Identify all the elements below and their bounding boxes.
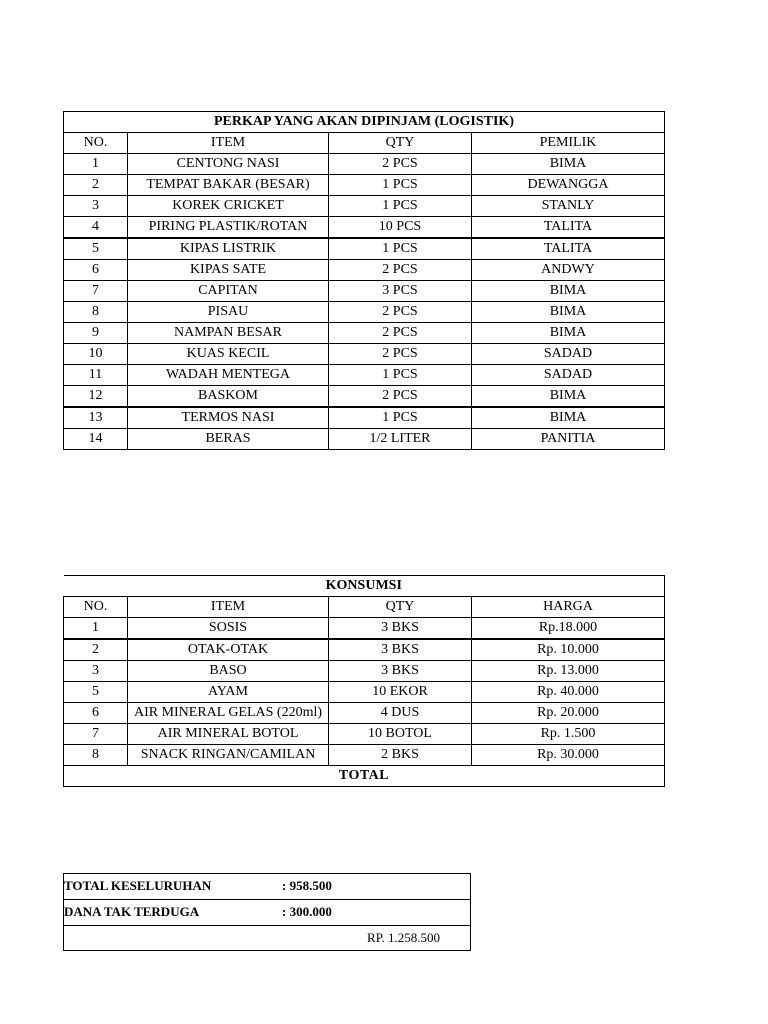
cell-pemilik: BIMA — [472, 281, 665, 302]
konsumsi-body — [64, 576, 665, 787]
cell-item: WADAH MENTEGA — [128, 365, 329, 386]
cell-item: AIR MINERAL BOTOL — [128, 724, 329, 745]
cell-item: SOSIS — [128, 618, 329, 640]
cell-no: 4 — [64, 217, 128, 239]
cell-qty: 1/2 LITER — [329, 429, 472, 450]
table-row — [64, 281, 665, 302]
cell-no: 1 — [64, 154, 128, 175]
cell-item: TEMPAT BAKAR (BESAR) — [128, 175, 329, 196]
cell-no: 13 — [64, 407, 128, 429]
column-header-qty: QTY — [329, 133, 472, 154]
table-row — [64, 703, 665, 724]
table-row — [64, 639, 665, 661]
cell-item: KIPAS LISTRIK — [128, 238, 329, 260]
column-header-item: ITEM — [128, 133, 329, 154]
cell-item: KOREK CRICKET — [128, 196, 329, 217]
summary-grand-row — [64, 926, 471, 951]
table-row — [64, 365, 665, 386]
summary-total-cell — [64, 874, 471, 900]
logistik-header-row — [64, 133, 665, 154]
cell-no: 5 — [64, 682, 128, 703]
konsumsi-header-row — [64, 597, 665, 618]
cell-pemilik: TALITA — [472, 217, 665, 239]
column-header-no: NO. — [64, 133, 128, 154]
grand-total-value: RP. 1.258.500 — [64, 926, 471, 951]
total-label: TOTAL — [64, 766, 665, 787]
cell-pemilik: BIMA — [472, 154, 665, 175]
logistik-body — [64, 112, 665, 450]
cell-harga: Rp. 1.500 — [472, 724, 665, 745]
cell-harga: Rp. 10.000 — [472, 639, 665, 661]
table-row — [64, 618, 665, 640]
cell-qty: 10 EKOR — [329, 682, 472, 703]
cell-no: 12 — [64, 386, 128, 408]
cell-pemilik: DEWANGGA — [472, 175, 665, 196]
cell-no: 14 — [64, 429, 128, 450]
table-row — [64, 407, 665, 429]
summary-total-row — [64, 874, 471, 900]
column-header-harga: HARGA — [472, 597, 665, 618]
cell-item: TERMOS NASI — [128, 407, 329, 429]
table-row — [64, 745, 665, 766]
table-row — [64, 323, 665, 344]
cell-item: BASKOM — [128, 386, 329, 408]
cell-qty: 1 PCS — [329, 175, 472, 196]
cell-item: BERAS — [128, 429, 329, 450]
cell-pemilik: BIMA — [472, 386, 665, 408]
cell-pemilik: ANDWY — [472, 260, 665, 281]
dana-tak-terduga-label: DANA TAK TERDUGA — [64, 904, 200, 919]
cell-pemilik: TALITA — [472, 238, 665, 260]
logistik-title-row — [64, 112, 665, 133]
total-keseluruhan-label: TOTAL KESELURUHAN — [64, 878, 212, 893]
cell-item: PISAU — [128, 302, 329, 323]
cell-item: PIRING PLASTIK/ROTAN — [128, 217, 329, 239]
cell-qty: 3 PCS — [329, 281, 472, 302]
cell-qty: 1 PCS — [329, 365, 472, 386]
cell-qty: 3 BKS — [329, 661, 472, 682]
konsumsi-title-row — [64, 576, 665, 597]
table-row — [64, 724, 665, 745]
cell-pemilik: BIMA — [472, 302, 665, 323]
cell-item: OTAK-OTAK — [128, 639, 329, 661]
cell-qty: 1 PCS — [329, 407, 472, 429]
cell-no: 2 — [64, 175, 128, 196]
cell-item: AIR MINERAL GELAS (220ml) — [128, 703, 329, 724]
summary-table — [63, 873, 471, 951]
cell-qty: 2 PCS — [329, 260, 472, 281]
cell-qty: 2 PCS — [329, 154, 472, 175]
cell-qty: 2 PCS — [329, 344, 472, 365]
cell-no: 8 — [64, 745, 128, 766]
cell-pemilik: PANITIA — [472, 429, 665, 450]
cell-qty: 2 PCS — [329, 386, 472, 408]
cell-harga: Rp. 20.000 — [472, 703, 665, 724]
table-row — [64, 175, 665, 196]
table-row — [64, 661, 665, 682]
logistik-table — [63, 111, 665, 450]
cell-qty: 10 PCS — [329, 217, 472, 239]
total-keseluruhan-value: : 958.500 — [282, 878, 332, 893]
table-row — [64, 386, 665, 408]
cell-item: NAMPAN BESAR — [128, 323, 329, 344]
cell-qty: 2 BKS — [329, 745, 472, 766]
table-row — [64, 260, 665, 281]
cell-harga: Rp. 30.000 — [472, 745, 665, 766]
cell-no: 3 — [64, 196, 128, 217]
cell-no: 6 — [64, 703, 128, 724]
cell-no: 2 — [64, 639, 128, 661]
cell-pemilik: STANLY — [472, 196, 665, 217]
cell-item: KUAS KECIL — [128, 344, 329, 365]
cell-no: 10 — [64, 344, 128, 365]
cell-item: KIPAS SATE — [128, 260, 329, 281]
konsumsi-table — [63, 575, 665, 787]
cell-pemilik: BIMA — [472, 407, 665, 429]
cell-harga: Rp.18.000 — [472, 618, 665, 640]
summary-dana-cell — [64, 900, 471, 926]
summary-dana-row — [64, 900, 471, 926]
cell-no: 3 — [64, 661, 128, 682]
table-row — [64, 238, 665, 260]
cell-item: AYAM — [128, 682, 329, 703]
cell-no: 6 — [64, 260, 128, 281]
column-header-no: NO. — [64, 597, 128, 618]
table-row — [64, 429, 665, 450]
cell-qty: 2 PCS — [329, 302, 472, 323]
logistik-title: PERKAP YANG AKAN DIPINJAM (LOGISTIK) — [64, 112, 665, 133]
cell-no: 1 — [64, 618, 128, 640]
cell-qty: 3 BKS — [329, 639, 472, 661]
cell-harga: Rp. 13.000 — [472, 661, 665, 682]
cell-no: 9 — [64, 323, 128, 344]
cell-no: 11 — [64, 365, 128, 386]
cell-harga: Rp. 40.000 — [472, 682, 665, 703]
cell-qty: 4 DUS — [329, 703, 472, 724]
table-row — [64, 154, 665, 175]
table-row — [64, 344, 665, 365]
table-row — [64, 217, 665, 239]
table-row — [64, 196, 665, 217]
cell-no: 7 — [64, 281, 128, 302]
dana-tak-terduga-value: : 300.000 — [282, 904, 332, 919]
cell-pemilik: SADAD — [472, 344, 665, 365]
cell-item: BASO — [128, 661, 329, 682]
cell-qty: 1 PCS — [329, 196, 472, 217]
cell-pemilik: SADAD — [472, 365, 665, 386]
cell-item: CAPITAN — [128, 281, 329, 302]
column-header-pemilik: PEMILIK — [472, 133, 665, 154]
table-row — [64, 302, 665, 323]
cell-item: CENTONG NASI — [128, 154, 329, 175]
table-row — [64, 682, 665, 703]
cell-qty: 3 BKS — [329, 618, 472, 640]
column-header-item: ITEM — [128, 597, 329, 618]
cell-no: 8 — [64, 302, 128, 323]
column-header-qty: QTY — [329, 597, 472, 618]
cell-qty: 10 BOTOL — [329, 724, 472, 745]
cell-qty: 1 PCS — [329, 238, 472, 260]
total-row — [64, 766, 665, 787]
cell-item: SNACK RINGAN/CAMILAN — [128, 745, 329, 766]
cell-no: 7 — [64, 724, 128, 745]
cell-no: 5 — [64, 238, 128, 260]
cell-qty: 2 PCS — [329, 323, 472, 344]
konsumsi-title: KONSUMSI — [64, 576, 665, 597]
cell-pemilik: BIMA — [472, 323, 665, 344]
